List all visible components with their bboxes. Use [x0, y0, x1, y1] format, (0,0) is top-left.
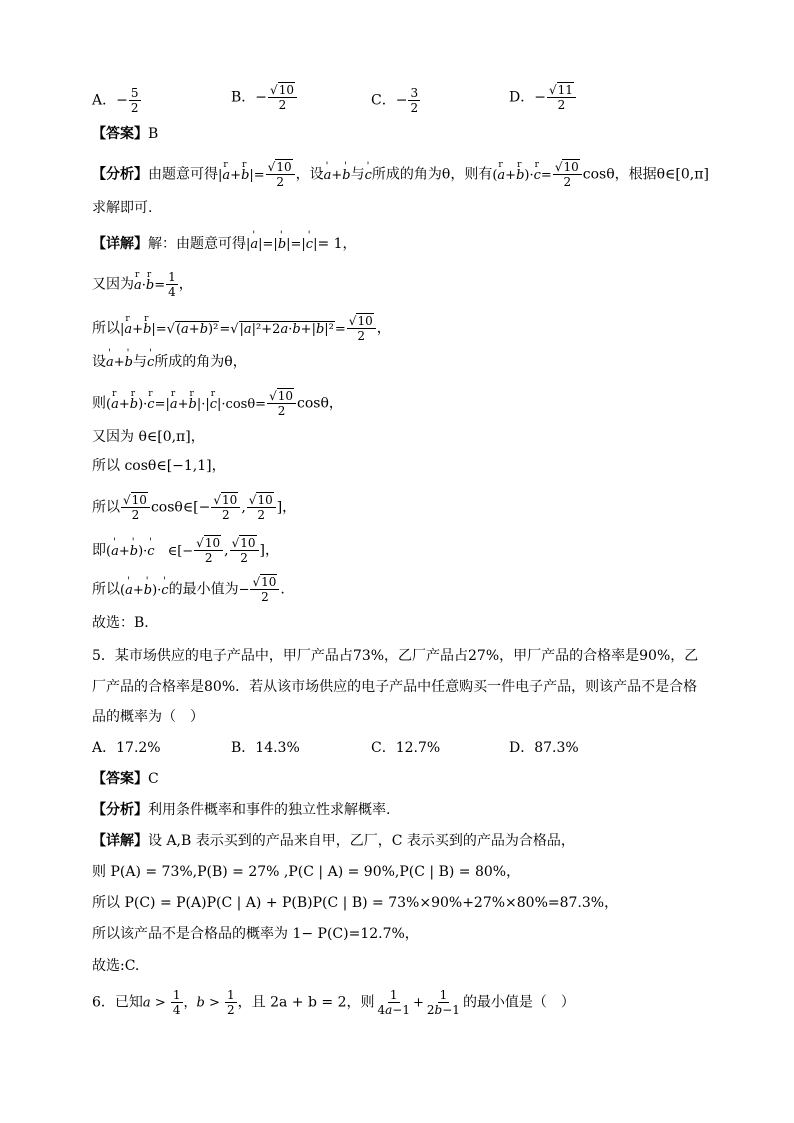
- q5-detail-1: 【详解】设 A,B 表示买到的产品来自甲，乙厂，C 表示买到的产品为合格品，: [92, 833, 575, 849]
- q5-detail-2: 则 P(A) = 73%,P(B) = 27% ,P(C | A) = 90%,P(C | B) = 80%，: [92, 864, 521, 880]
- q4-option-b: B．− $\frac{√10}{2}$: [231, 83, 298, 112]
- q5-detail-5: 故选:C.: [92, 958, 140, 974]
- q4-detail-2: 又因为r a·r b= $\frac{1}{4}$ ，: [92, 270, 193, 299]
- q4-detail-5: 则(r a+r b)·r c=|r a+r b|·|r c|·cosθ= $\frac{√10}{2}$ cosθ，: [92, 389, 343, 418]
- q4-detail-4: 设' a+' b与' c所成的角为θ，: [92, 352, 247, 373]
- q5-option-a: A．17.2%: [92, 740, 161, 756]
- q6-stem: 6．已知a > $\frac{1}{4}$ ，b > $\frac{1}{2}$ ，且 2a + b = 2，则 $\frac{1}{4a-1}$ + $\frac{1}{2b-1}$ 的最小值是（ ）: [92, 988, 575, 1017]
- q5-option-b: B．14.3%: [231, 740, 300, 756]
- q5-option-c: C．12.7%: [371, 740, 441, 756]
- q4-detail-1: 【详解】解：由题意可得|' a|=|' b|=|' c|= 1，: [92, 234, 357, 255]
- q5-option-d: D．87.3%: [509, 740, 579, 756]
- q5-answer: 【答案】C: [92, 771, 159, 787]
- q5-stem-1: 5．某市场供应的电子产品中，甲厂产品占73%，乙厂产品占27%，甲厂产品的合格率是90%，乙: [92, 648, 699, 664]
- q5-detail-3: 所以 P(C) = P(A)P(C | A) + P(B)P(C | B) = 73%×90%+27%×80%=87.3%，: [92, 895, 619, 911]
- q4-detail-10: 所以(' a+' b)·' c的最小值为− $\frac{√10}{2}$ .: [92, 575, 285, 604]
- q4-detail-3: 所以|r a+r b|=√(a+b)²=√|a|²+2a·b+|b|²= $\frac{√10}{2}$ ，: [92, 314, 391, 343]
- q4-analysis: 【分析】由题意可得|r a+r b|= $\frac{√10}{2}$ ，设' a+' b与' c所成的角为θ，则有(r a+r b)·r c= $\frac{√10}{2}$ cosθ，根据θ∈[0,π]: [92, 160, 709, 189]
- q4-option-d: D．− $\frac{√11}{2}$: [509, 83, 577, 112]
- q5-stem-3: 品的概率为（ ）: [92, 709, 204, 725]
- q4-detail-9: 即(' a+' b)·' c ∈[− $\frac{√10}{2}$ , $\frac{√10}{2}$ ]，: [92, 536, 279, 565]
- q5-detail-4: 所以该产品不是合格品的概率为 1− P(C)=12.7%，: [92, 926, 419, 942]
- q4-option-c: C．− $\frac{3}{2}$: [371, 86, 419, 115]
- q5-stem-2: 厂产品的合格率是80%．若从该市场供应的电子产品中任意购买一件电子产品，则该产品不是合格: [92, 679, 698, 695]
- q4-detail-7: 所以 cosθ∈[−1,1]，: [92, 458, 226, 474]
- q4-analysis-end: 求解即可.: [92, 200, 153, 216]
- q4-detail-6: 又因为 θ∈[0,π]，: [92, 429, 205, 445]
- q4-detail-11: 故选：B.: [92, 615, 149, 631]
- q4-answer: 【答案】B: [92, 126, 159, 142]
- q5-analysis: 【分析】利用条件概率和事件的独立性求解概率.: [92, 802, 391, 818]
- q4-detail-8: 所以 $\frac{√10}{2}$ cosθ∈[− $\frac{√10}{2}$ , $\frac{√10}{2}$ ]，: [92, 493, 297, 522]
- q4-option-a: A．− $\frac{5}{2}$: [92, 86, 139, 115]
